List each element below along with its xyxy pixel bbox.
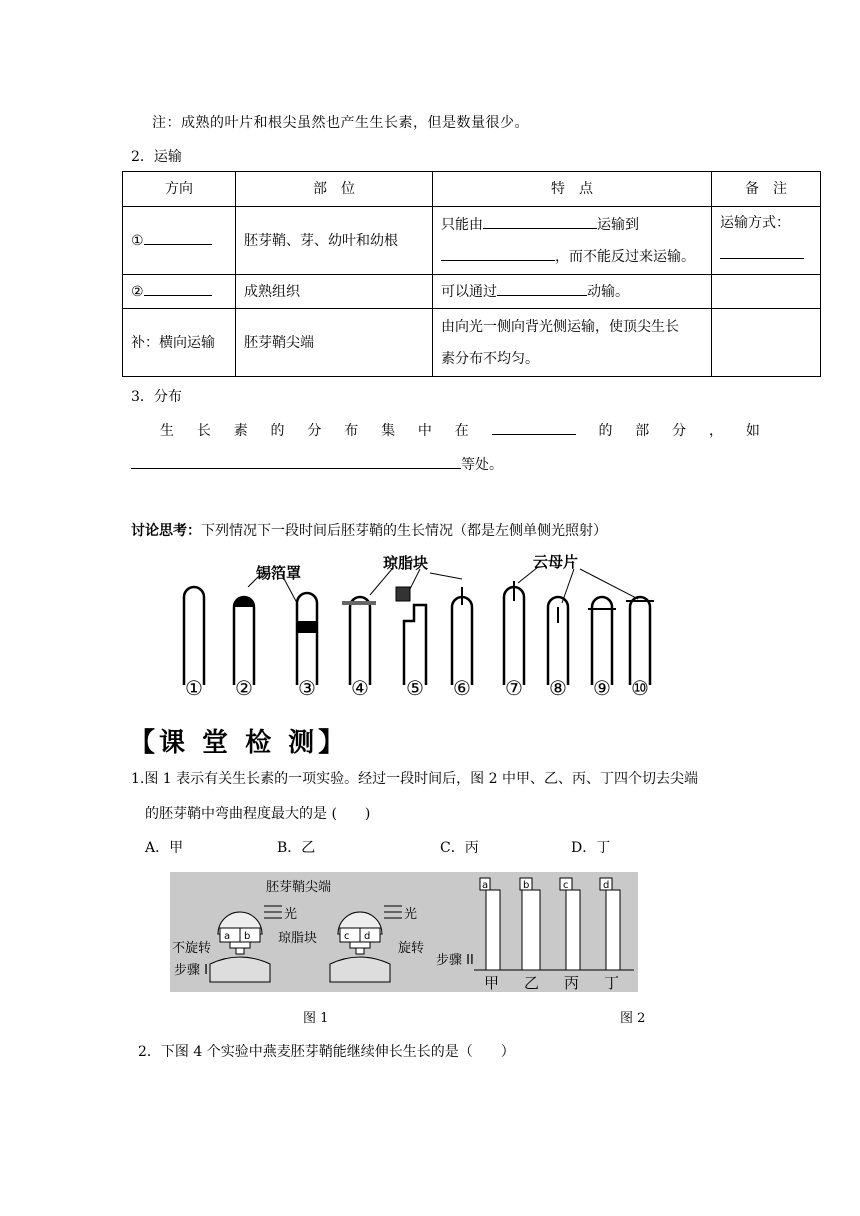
fill-blank[interactable] (131, 454, 461, 469)
mica-pointer-2 (562, 569, 574, 603)
fill-blank[interactable] (483, 214, 597, 229)
question-1-line-1: 1.图 1 表示有关生长素的一项实验。经过一段时间后，图 2 中甲、乙、丙、丁四个切去尖端 (131, 771, 698, 787)
cell-feature: 可以通过 动输。 (433, 275, 712, 309)
cell-remark (712, 309, 821, 377)
cell-direction: ① (123, 207, 236, 275)
cell-remark (712, 275, 821, 309)
note-text: 注：成熟的叶片和根尖虽然也产生生长素，但是数量很少。 (152, 115, 529, 131)
step-2-label: 步骤 II (436, 953, 474, 968)
discussion-prompt: 讨论思考：下列情况下一段时间后胚芽鞘的生长情况（都是左侧单侧光照射） (131, 523, 607, 539)
svg-text:④: ④ (351, 676, 369, 700)
mica-pointer-3 (580, 569, 638, 599)
cell-feature: 由向光一侧向背光侧运输，使顶尖生长 素分布不均匀。 (433, 309, 712, 377)
agar-label: 琼脂块 (278, 931, 318, 946)
step-1-label: 步骤 I (174, 963, 208, 978)
coleoptile-7 (504, 587, 524, 685)
svg-text:⑧: ⑧ (549, 676, 567, 700)
agar-label: 琼脂块 (383, 554, 429, 572)
svg-text:c: c (344, 931, 350, 942)
coleoptile-2 (234, 597, 254, 685)
question-1-line-2: 的胚芽鞘中弯曲程度最大的是 ( ) (145, 806, 371, 822)
svg-text:⑨: ⑨ (593, 676, 611, 700)
no-rotate-label: 不旋转 (172, 941, 212, 956)
cell-direction: ② (123, 275, 236, 309)
fill-blank[interactable] (497, 281, 587, 296)
figure-1-2-image (170, 872, 638, 992)
tip-label: 胚芽鞘尖端 (266, 880, 332, 895)
question-2: 2．下图 4 个实验中燕麦胚芽鞘能继续伸长生长的是（ ） (138, 1044, 515, 1060)
svg-text:丙: 丙 (564, 974, 580, 992)
light-label-2: 光 (404, 907, 418, 922)
svg-text:c: c (563, 880, 569, 891)
coleoptile-figure (170, 545, 690, 705)
header-direction: 方向 (123, 172, 236, 207)
header-location: 部 位 (236, 172, 433, 207)
agar-pointer-3 (430, 573, 462, 579)
agar-pointer (370, 569, 392, 595)
cell-location: 胚芽鞘尖端 (236, 309, 433, 377)
foil-label: 锡箔罩 (256, 564, 302, 582)
svg-text:d: d (364, 931, 371, 942)
table-row (123, 309, 821, 377)
svg-text:丁: 丁 (604, 974, 620, 992)
coleoptile-5 (404, 605, 426, 685)
light-label-1: 光 (284, 907, 298, 922)
svg-text:⑤: ⑤ (406, 676, 424, 700)
agar-pointer-2 (410, 569, 420, 589)
mica-label: 云母片 (533, 553, 579, 571)
cell-direction: 补：横向运输 (123, 309, 236, 377)
rotate-label: 旋转 (398, 941, 425, 956)
svg-text:甲: 甲 (484, 974, 500, 992)
svg-text:a: a (482, 880, 489, 891)
cell-remark: 运输方式： (712, 207, 821, 275)
coleoptile-6 (452, 597, 472, 685)
option-b[interactable]: B．乙 (277, 840, 316, 856)
svg-text:⑩: ⑩ (631, 676, 649, 700)
header-remark: 备 注 (712, 172, 821, 207)
fill-blank[interactable] (492, 420, 576, 435)
distribution-line-2: 等处。 (131, 454, 503, 474)
header-feature: 特 点 (433, 172, 712, 207)
svg-text:a: a (224, 931, 231, 942)
coleoptile-10 (630, 597, 650, 685)
svg-text:③: ③ (298, 676, 316, 700)
cell-location: 成熟组织 (236, 275, 433, 309)
figure-1-caption: 图 1 (303, 1011, 329, 1026)
coleoptile-9 (592, 597, 612, 685)
svg-text:乙: 乙 (524, 974, 540, 992)
fill-blank[interactable] (720, 244, 804, 259)
transport-table (122, 171, 821, 377)
foil-cap-ring (297, 621, 317, 633)
table-header-row (123, 172, 821, 207)
agar-block-5 (396, 587, 410, 601)
cell-feature: 只能由 运输到 ，而不能反过来运输。 (433, 207, 712, 275)
section-heading: 【课 堂 检 测】 (129, 728, 349, 758)
coleoptile-3 (297, 593, 317, 685)
option-a[interactable]: A．甲 (145, 840, 184, 856)
svg-text:b: b (244, 931, 251, 942)
distribution-line: 生 长 素 的 分 布 集 中 在 的 部 分 ， 如 (160, 420, 760, 440)
svg-text:①: ① (185, 676, 203, 700)
figure-2-caption: 图 2 (620, 1011, 646, 1026)
svg-text:⑥: ⑥ (453, 676, 471, 700)
svg-text:②: ② (235, 676, 253, 700)
option-d[interactable]: D．丁 (571, 840, 611, 856)
svg-text:b: b (523, 880, 530, 891)
fill-blank[interactable] (144, 281, 212, 296)
fill-blank[interactable] (144, 230, 212, 245)
svg-text:⑦: ⑦ (505, 676, 523, 700)
coleoptile-1 (184, 587, 204, 685)
cell-location: 胚芽鞘、芽、幼叶和幼根 (236, 207, 433, 275)
fill-blank[interactable] (441, 246, 555, 261)
option-c[interactable]: C．丙 (440, 840, 479, 856)
section-2-title: 2．运输 (131, 149, 182, 165)
section-3-title: 3．分布 (131, 389, 182, 405)
svg-text:d: d (603, 880, 610, 891)
table-row (123, 275, 821, 309)
table-row (123, 207, 821, 275)
coleoptile-4 (350, 597, 370, 685)
